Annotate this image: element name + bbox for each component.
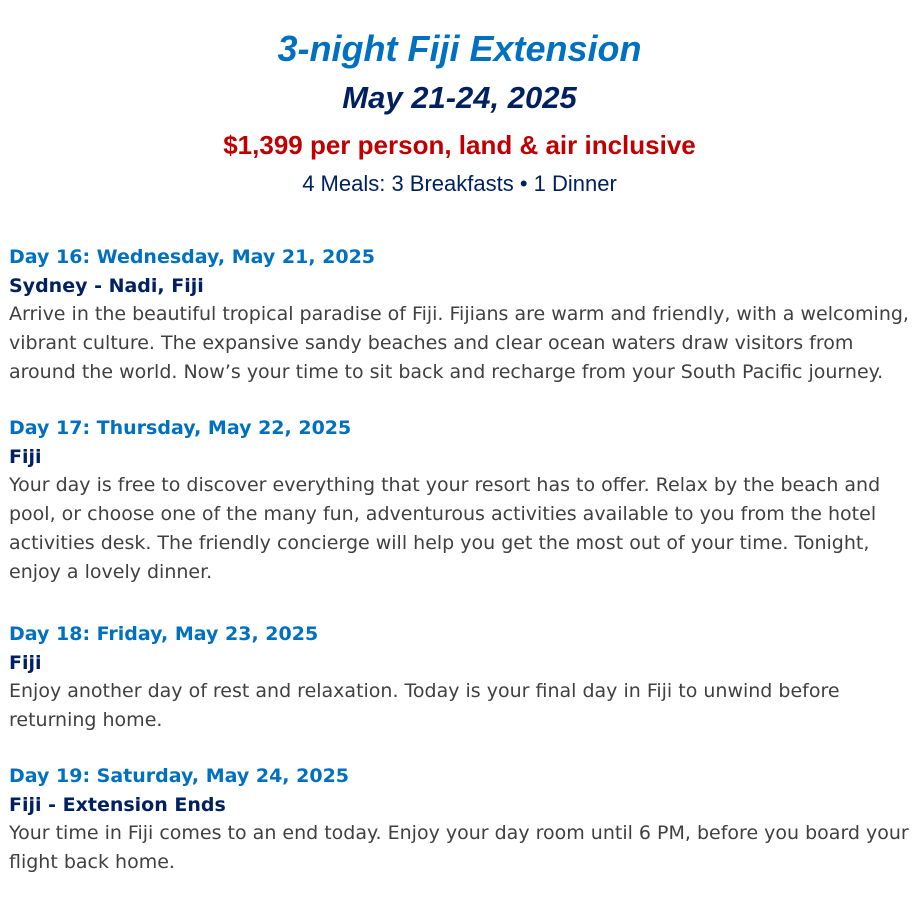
trip-price: $1,399 per person, land & air inclusive [223, 130, 696, 160]
meals-summary: 4 Meals: 3 Breakfasts • 1 Dinner [302, 171, 617, 196]
itinerary-day-18 [9, 620, 914, 735]
day-location: Fiji - Extension Ends [9, 793, 226, 816]
itinerary-day-16 [9, 243, 914, 387]
trip-dates: May 21-24, 2025 [342, 80, 577, 115]
day-heading: Day 18: Friday, May 23, 2025 [9, 623, 319, 645]
day-description: Your day is free to discover everything that your resort has to offer. Relax by the beach and pool, or choose one of the many fun, adventurous activities available to you from the hotel activities desk. The friendly concierge will help you get the most out of your time. Tonight, enjoy a lovely dinner. [9, 474, 881, 583]
day-heading: Day 17: Thursday, May 22, 2025 [9, 417, 352, 439]
day-location: Sydney - Nadi, Fiji [9, 274, 204, 297]
day-location: Fiji [9, 445, 42, 468]
itinerary-day-17 [9, 414, 914, 586]
itinerary-day-19 [9, 762, 914, 877]
page-title: 3-night Fiji Extension [277, 28, 642, 69]
day-description: Arrive in the beautiful tropical paradise of Fiji. Fijians are warm and friendly, with a welcoming, vibrant culture. The expansive sandy beaches and clear ocean waters draw visitors from around the world. Now’s your time to sit back and recharge from your South Pacific journey. [9, 303, 909, 383]
day-location: Fiji [9, 651, 42, 674]
day-description: Enjoy another day of rest and relaxation. Today is your final day in Fiji to unwind before returning home. [9, 680, 840, 731]
day-description: Your time in Fiji comes to an end today. Enjoy your day room until 6 PM, before you board your flight back home. [9, 822, 909, 873]
day-heading: Day 19: Saturday, May 24, 2025 [9, 765, 350, 787]
day-heading: Day 16: Wednesday, May 21, 2025 [9, 246, 376, 268]
